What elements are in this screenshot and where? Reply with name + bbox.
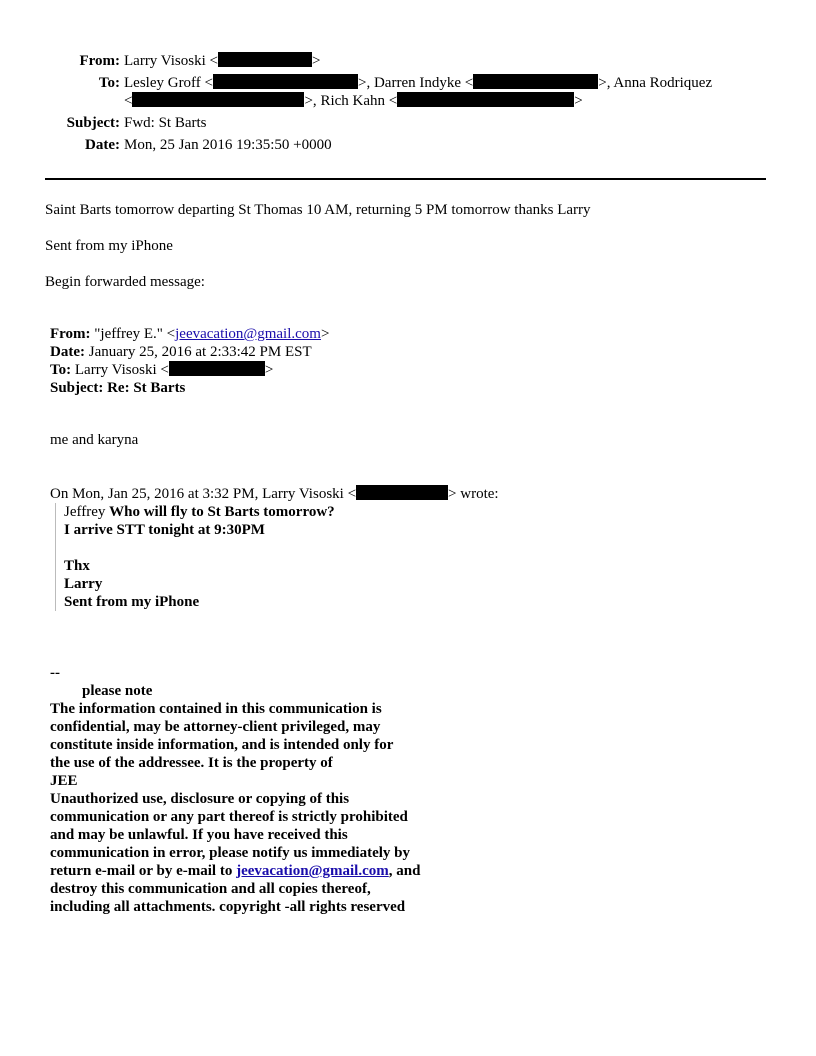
fwd-from-email-link[interactable]: jeevacation@gmail.com xyxy=(175,326,321,342)
redaction-box xyxy=(132,92,304,107)
fwd-subject-row xyxy=(50,379,185,397)
quoted-line-3: Thx xyxy=(64,558,90,574)
to-name-1: Lesley Groff xyxy=(124,75,201,91)
fwd-date-label: Date: xyxy=(50,344,85,360)
quoted-line-2: I arrive STT tonight at 9:30PM xyxy=(64,522,265,538)
fwd-to-row: To: Larry Visoski < > xyxy=(50,362,274,378)
fwd-message: me and karyna xyxy=(50,432,139,448)
fwd-from-name: "jeffrey E." xyxy=(94,326,163,342)
quoted-spacer xyxy=(64,539,335,557)
disclaimer-line: destroy this communication and all copies thereof, xyxy=(50,881,371,897)
quoted-line-4: Larry xyxy=(64,576,103,592)
disclaimer xyxy=(50,664,470,916)
disclaimer-email-link[interactable]: jeevacation@gmail.com xyxy=(236,863,389,879)
redaction-box xyxy=(473,74,598,89)
date-row xyxy=(0,136,816,158)
quoted-line-1 xyxy=(64,503,335,521)
redaction-box xyxy=(356,485,448,500)
disclaimer-suffix: , and xyxy=(388,863,421,879)
disclaimer-line: JEE xyxy=(50,773,78,789)
redaction-box xyxy=(397,92,574,107)
disclaimer-line: communication in error, please notify us immediately by xyxy=(50,845,410,861)
email-header xyxy=(0,52,816,158)
fwd-to-label: To: xyxy=(50,362,72,378)
disclaimer-line: The information contained in this communication is xyxy=(50,701,382,717)
signature-dashes: -- xyxy=(50,665,60,681)
from-label: From: xyxy=(79,53,120,69)
fwd-to-name: Larry Visoski xyxy=(74,362,157,378)
quoted-line-5: Sent from my iPhone xyxy=(64,594,200,610)
wrote-suffix: wrote: xyxy=(460,486,499,502)
disclaimer-line: and may be unlawful. If you have received this xyxy=(50,827,348,843)
disclaimer-note: please note xyxy=(82,683,153,699)
fwd-subject-value: Re: St Barts xyxy=(107,380,186,396)
date-value: Mon, 25 Jan 2016 19:35:50 +0000 xyxy=(124,137,332,153)
to-row-continued xyxy=(0,92,816,114)
from-row xyxy=(0,52,816,74)
disclaimer-line xyxy=(50,862,470,880)
subject-row xyxy=(0,114,816,136)
quoted-greeting: Jeffrey xyxy=(64,504,106,520)
disclaimer-line: the use of the addressee. It is the property of xyxy=(50,755,333,771)
from-name: Larry Visoski xyxy=(124,53,206,69)
header-divider xyxy=(45,178,766,180)
disclaimer-line: Unauthorized use, disclosure or copying of this xyxy=(50,791,350,807)
redaction-box xyxy=(213,74,358,89)
wrote-line: On Mon, Jan 25, 2016 at 3:32 PM, Larry Visoski < > wrote: xyxy=(50,486,499,502)
to-value: Lesley Groff < >, Darren Indyke < >, Anna Rodriquez xyxy=(124,75,713,91)
to-label: To: xyxy=(98,75,120,91)
redaction-box xyxy=(169,361,265,376)
date-label: Date: xyxy=(85,137,120,153)
to-name-4: Rich Kahn xyxy=(320,93,386,109)
quoted-message xyxy=(55,503,335,611)
to-value-continued: < >, Rich Kahn < > xyxy=(124,93,583,109)
body-line-3: Begin forwarded message: xyxy=(45,274,205,290)
fwd-date-value: January 25, 2016 at 2:33:42 PM EST xyxy=(88,344,312,360)
subject-label: Subject: xyxy=(66,115,120,131)
fwd-date-row xyxy=(50,343,312,361)
from-value: Larry Visoski < > xyxy=(124,53,321,69)
fwd-subject-label: Subject: xyxy=(50,380,104,396)
disclaimer-line: communication or any part thereof is strictly prohibited xyxy=(50,809,408,825)
subject-value: Fwd: St Barts xyxy=(124,115,207,131)
disclaimer-line: constitute inside information, and is intended only for xyxy=(50,737,394,753)
fwd-from-row: From: "jeffrey E." <jeevacation@gmail.com> xyxy=(50,326,330,342)
body-line-2: Sent from my iPhone xyxy=(45,238,173,254)
disclaimer-line: confidential, may be attorney-client privileged, may xyxy=(50,719,381,735)
to-name-3: Anna Rodriquez xyxy=(613,75,713,91)
disclaimer-prefix: return e-mail or by e-mail to xyxy=(50,863,233,879)
quoted-question: Who will fly to St Barts tomorrow? xyxy=(109,504,335,520)
body-line-1: Saint Barts tomorrow departing St Thomas 10 AM, returning 5 PM tomorrow thanks Larry xyxy=(45,202,591,218)
fwd-from-label: From: xyxy=(50,326,91,342)
wrote-prefix: On Mon, Jan 25, 2016 at 3:32 PM, Larry Visoski xyxy=(50,486,344,502)
to-name-2: Darren Indyke xyxy=(373,75,462,91)
to-row xyxy=(0,74,816,92)
redaction-box xyxy=(218,52,312,67)
disclaimer-line: including all attachments. copyright -all rights reserved xyxy=(50,899,406,915)
